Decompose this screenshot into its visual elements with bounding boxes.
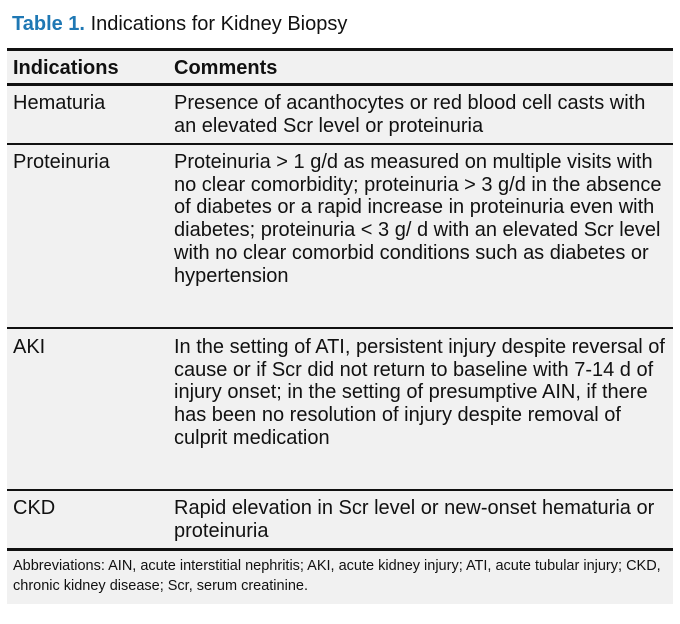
row-proteinuria-indication: Proteinuria bbox=[13, 151, 110, 173]
header-indications: Indications bbox=[13, 57, 119, 79]
row-ckd-comment: Rapid elevation in Scr level or new-onset hematuria or proteinuria bbox=[174, 497, 655, 542]
indications-table bbox=[7, 48, 673, 604]
table-footnote: Abbreviations: AIN, acute interstitial nephritis; AKI, acute kidney injury; ATI, acute tubular injury; CKD, chronic kidney disease; Scr, serum creatinine. bbox=[13, 558, 661, 594]
row-aki-comment: In the setting of ATI, persistent injury despite reversal of cause or if Scr did not return to baseline with 7-14 d of injury onset; in the setting of presumptive AIN, if there has been no resolution of injury despite removal of culprit medication bbox=[174, 336, 665, 449]
row-divider bbox=[7, 327, 673, 329]
row-divider bbox=[7, 489, 673, 491]
row-aki-indication: AKI bbox=[13, 336, 46, 358]
row-hematuria-indication: Hematuria bbox=[13, 92, 106, 114]
header-bottom-rule bbox=[7, 83, 673, 86]
table-title: Indications for Kidney Biopsy bbox=[90, 13, 348, 35]
row-ckd-indication: CKD bbox=[13, 497, 56, 519]
row-proteinuria-comment: Proteinuria > 1 g/d as measured on multiple visits with no clear comorbidity; proteinuria > 3 g/d in the absence of diabetes or a rapid increase in proteinuria even with diabetes; proteinuria < 3 g/ d with an elevated Scr level with no clear comorbid conditions such as diabetes or hypertension bbox=[174, 151, 662, 287]
table-caption bbox=[12, 13, 347, 36]
row-hematuria-comment: Presence of acanthocytes or red blood cell casts with an elevated Scr level or proteinuria bbox=[174, 92, 646, 137]
header-comments: Comments bbox=[174, 57, 278, 79]
row-divider bbox=[7, 143, 673, 145]
table-number-label: Table 1. bbox=[12, 13, 85, 35]
table-bottom-rule bbox=[7, 548, 673, 551]
table-top-rule bbox=[7, 48, 673, 51]
